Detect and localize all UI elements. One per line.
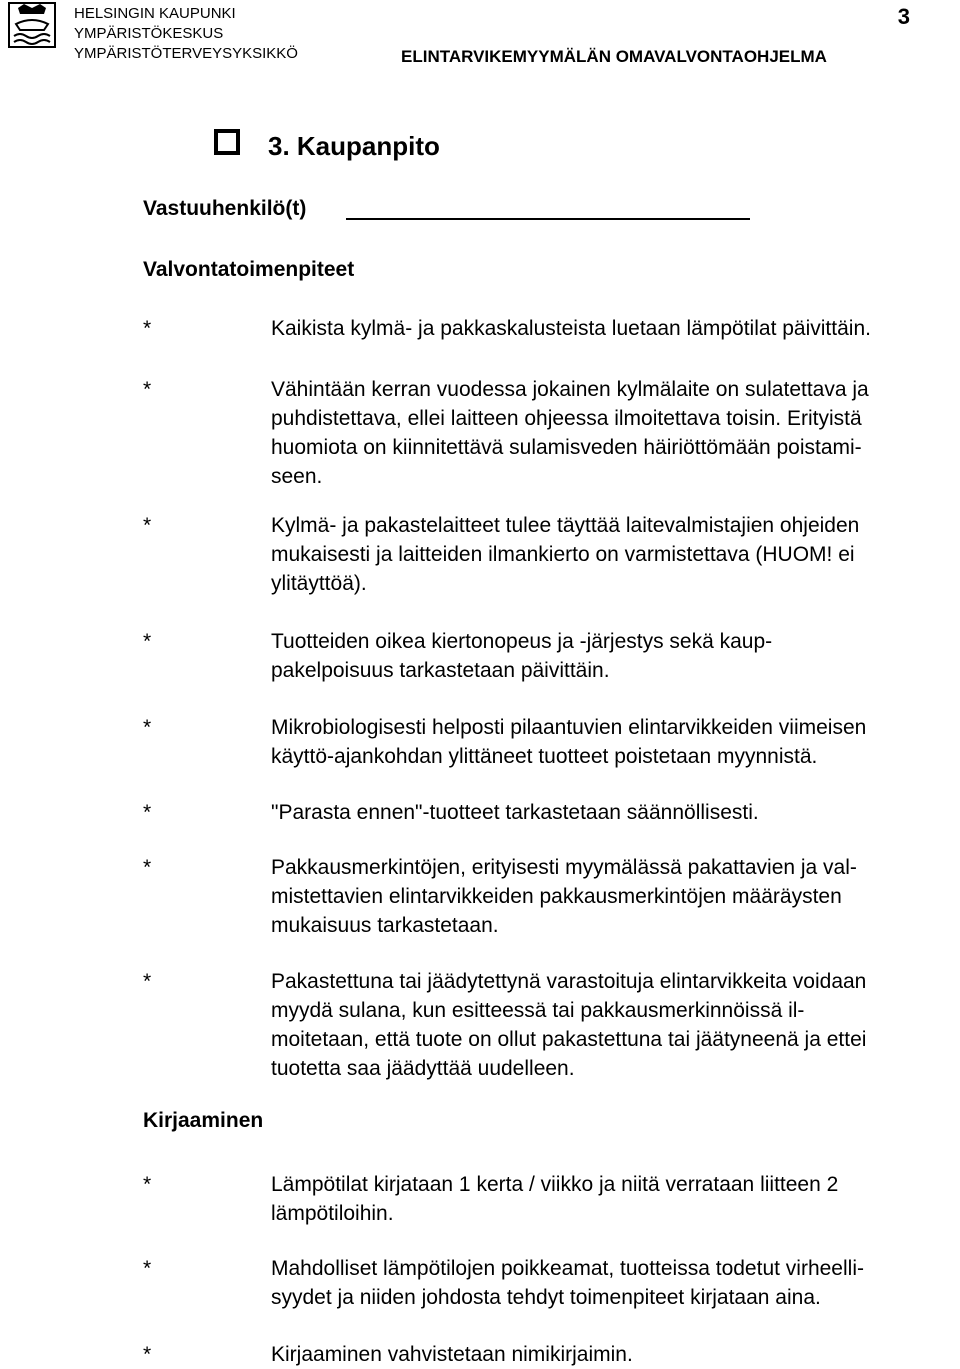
bullet-marker: * (143, 970, 152, 993)
item-text-line: Pakastettuna tai jäädytettynä varastoituja elintarvikkeita voidaan (271, 970, 867, 993)
item-text-line: moitetaan, että tuote on ollut pakastettuna tai jäätyneenä ja ettei (271, 1028, 867, 1051)
organization-name (74, 4, 298, 64)
org-line-centre: YMPÄRISTÖKESKUS (74, 25, 224, 42)
item-text-line: Pakkausmerkintöjen, erityisesti myymälässä pakattavien ja val- (271, 856, 857, 879)
responsible-label: Vastuuhenkilö(t) (143, 197, 307, 220)
item-text-line: "Parasta ennen"-tuotteet tarkastetaan säännöllisesti. (271, 801, 759, 824)
item-text-line: Kylmä- ja pakastelaitteet tulee täyttää laitevalmistajien ohjeiden (271, 514, 860, 537)
helsinki-crest-icon (8, 2, 56, 48)
document-title: ELINTARVIKEMYYMÄLÄN OMAVALVONTAOHJELMA (401, 47, 827, 66)
section-title: 3. Kaupanpito (268, 130, 440, 161)
item-text-line: Mahdolliset lämpötilojen poikkeamat, tuotteissa todetut virheelli- (271, 1257, 864, 1280)
item-text-line: mistettavien elintarvikkeiden pakkausmerkintöjen määräysten (271, 885, 842, 908)
page-number: 3 (897, 4, 910, 29)
item-text-line: puhdistettava, ellei laitteen ohjeessa ilmoitettava toisin. Erityistä (271, 407, 862, 430)
bullet-marker: * (143, 1173, 152, 1196)
item-text-line: syydet ja niiden johdosta tehdyt toimenpiteet kirjataan aina. (271, 1286, 821, 1309)
measures-heading: Valvontatoimenpiteet (143, 258, 355, 281)
item-text-line: pakelpoisuus tarkastetaan päivittäin. (271, 659, 610, 682)
item-text-line: seen. (271, 465, 323, 488)
item-text-line: tuotetta saa jäädyttää uudelleen. (271, 1057, 575, 1080)
item-text-line: Tuotteiden oikea kiertonopeus ja -järjestys sekä kaup- (271, 630, 773, 653)
checkbox-icon (214, 129, 240, 155)
bullet-marker: * (143, 716, 152, 739)
item-text-line: käyttö-ajankohdan ylittäneet tuotteet poistetaan myynnistä. (271, 745, 818, 768)
item-text-line: huomiota on kiinnitettävä sulamisveden häiriöttömään poistami- (271, 436, 862, 459)
bullet-marker: * (143, 630, 152, 653)
section-heading (214, 128, 440, 164)
item-text-line: Kaikista kylmä- ja pakkaskalusteista luetaan lämpötilat päivittäin. (271, 317, 871, 340)
item-text-line: Mikrobiologisesti helposti pilaantuvien elintarvikkeiden viimeisen (271, 716, 867, 739)
item-text-line: mukaisuus tarkastetaan. (271, 914, 499, 937)
bullet-marker: * (143, 378, 152, 401)
recording-heading: Kirjaaminen (143, 1109, 264, 1132)
bullet-marker: * (143, 514, 152, 537)
responsible-signature-line (346, 218, 750, 220)
item-text-line: Vähintään kerran vuodessa jokainen kylmälaite on sulatettava ja (271, 378, 869, 401)
item-text-line: Kirjaaminen vahvistetaan nimikirjaimin. (271, 1343, 633, 1366)
page-header (0, 0, 960, 72)
bullet-marker: * (143, 801, 152, 824)
item-text-line: Lämpötilat kirjataan 1 kerta / viikko ja niitä verrataan liitteen 2 (271, 1173, 839, 1196)
org-line-city: HELSINGIN KAUPUNKI (74, 5, 236, 22)
org-line-unit: YMPÄRISTÖTERVEYSYKSIKKÖ (74, 45, 298, 62)
item-text-line: mukaisesti ja laitteiden ilmankierto on varmistettava (HUOM! ei (271, 543, 855, 566)
item-text-line: lämpötiloihin. (271, 1202, 394, 1225)
item-text-line: ylitäyttöä). (271, 572, 367, 595)
bullet-marker: * (143, 856, 152, 879)
bullet-marker: * (143, 1257, 152, 1280)
bullet-marker: * (143, 1343, 152, 1366)
bullet-marker: * (143, 317, 152, 340)
item-text-line: myydä sulana, kun esitteessä tai pakkausmerkinnöissä il- (271, 999, 805, 1022)
